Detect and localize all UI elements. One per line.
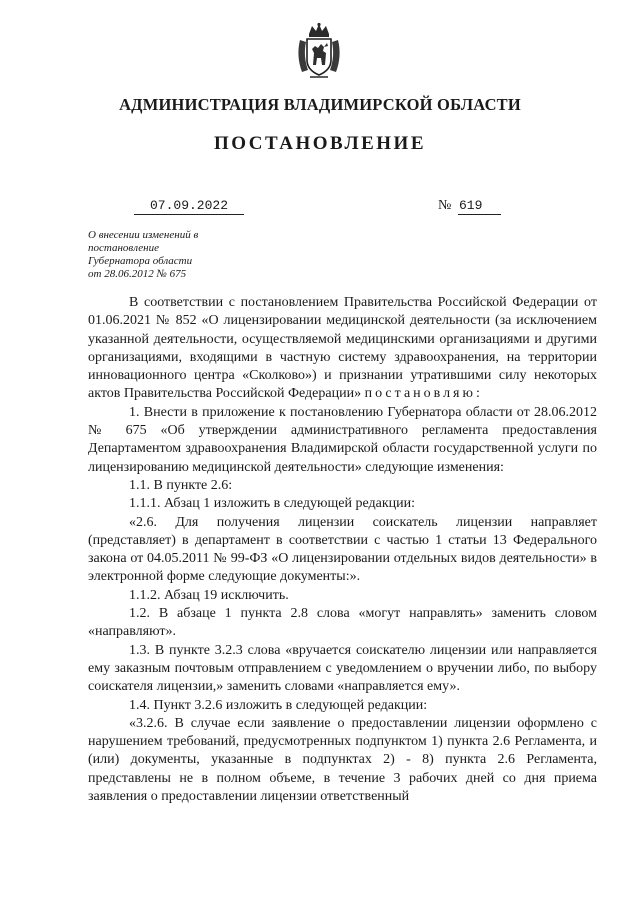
resolve-word: постановляю: bbox=[364, 386, 483, 402]
body-paragraph: 1.1.1. Абзац 1 изложить в следующей редакции: bbox=[129, 496, 416, 512]
document-number: 619 bbox=[458, 197, 501, 215]
body-paragraph: 1. Внести в приложение к постановлению Губернатора области от 28.06.2012 № 675 «Об утверждении административного регламента предоставления Департаментом здравоохранения Владимирской области государственной услуги по лицензированию медицинской деятельности» следующие изменения: bbox=[88, 404, 597, 475]
document-body bbox=[88, 294, 597, 806]
subject-note-line: О внесении изменений в bbox=[88, 229, 199, 241]
coat-of-arms-icon bbox=[294, 22, 344, 80]
body-paragraph: 1.4. Пункт 3.2.6 изложить в следующей редакции: bbox=[129, 697, 428, 713]
preamble-text: В соответствии с постановлением Правительства Российской Федерации от 01.06.2021 № 852 «О лицензировании медицинской деятельности (за исключением указанной деятельности, осуществляемой медицинскими организациями и другими организациями, входящими в частную систему здравоохранения, на территории инновационного центра «Сколково») и признании утратившими силу некоторых актов Правительства Российской Федерации» bbox=[88, 295, 597, 402]
body-paragraph: 1.3. В пункте 3.2.3 слова «вручается соискателю лицензии или направляется ему заказным почтовым отправлением с уведомлением о вручении либо, по выбору соискателя лицензии,» заменить словами «направляется ему». bbox=[88, 642, 597, 695]
subject-note-line: Губернатора области bbox=[88, 255, 193, 267]
body-paragraph: 1.2. В абзаце 1 пункта 2.8 слова «могут направлять» заменить словом «направляют». bbox=[88, 606, 597, 640]
subject-note-line: постановление bbox=[88, 242, 159, 254]
body-paragraph: 1.1. В пункте 2.6: bbox=[129, 477, 233, 493]
body-paragraph: 1.1.2. Абзац 19 исключить. bbox=[129, 587, 289, 603]
body-paragraph: «2.6. Для получения лицензии соискатель лицензии направляет (представляет) в департамент в соответствии с частью 1 статьи 13 Федерального закона от 04.05.2011 № 99-ФЗ «О лицензировании отдельных видов деятельности» в электронной форме следующие документы:». bbox=[88, 514, 597, 585]
body-paragraph: «3.2.6. В случае если заявление о предоставлении лицензии оформлено с нарушением требований, предусмотренных подпунктом 1) пункта 2.6 Регламента, и (или) документы, указанные в подпунктах 2) - 8) пункта 2.6 Регламента, представлены не в полном объеме, в течение 3 рабочих дней со дня приема заявления о предоставлении лицензии ответственный bbox=[88, 715, 597, 805]
preamble-paragraph bbox=[88, 294, 597, 404]
document-date: 07.09.2022 bbox=[134, 197, 244, 215]
document-type-title: ПОСТАНОВЛЕНИЕ bbox=[213, 133, 427, 154]
number-sign: № bbox=[438, 198, 452, 213]
subject-note-line: от 28.06.2012 № 675 bbox=[88, 268, 187, 280]
organization-title: АДМИНИСТРАЦИЯ ВЛАДИМИРСКОЙ ОБЛАСТИ bbox=[119, 95, 521, 114]
subject-note bbox=[88, 229, 268, 281]
